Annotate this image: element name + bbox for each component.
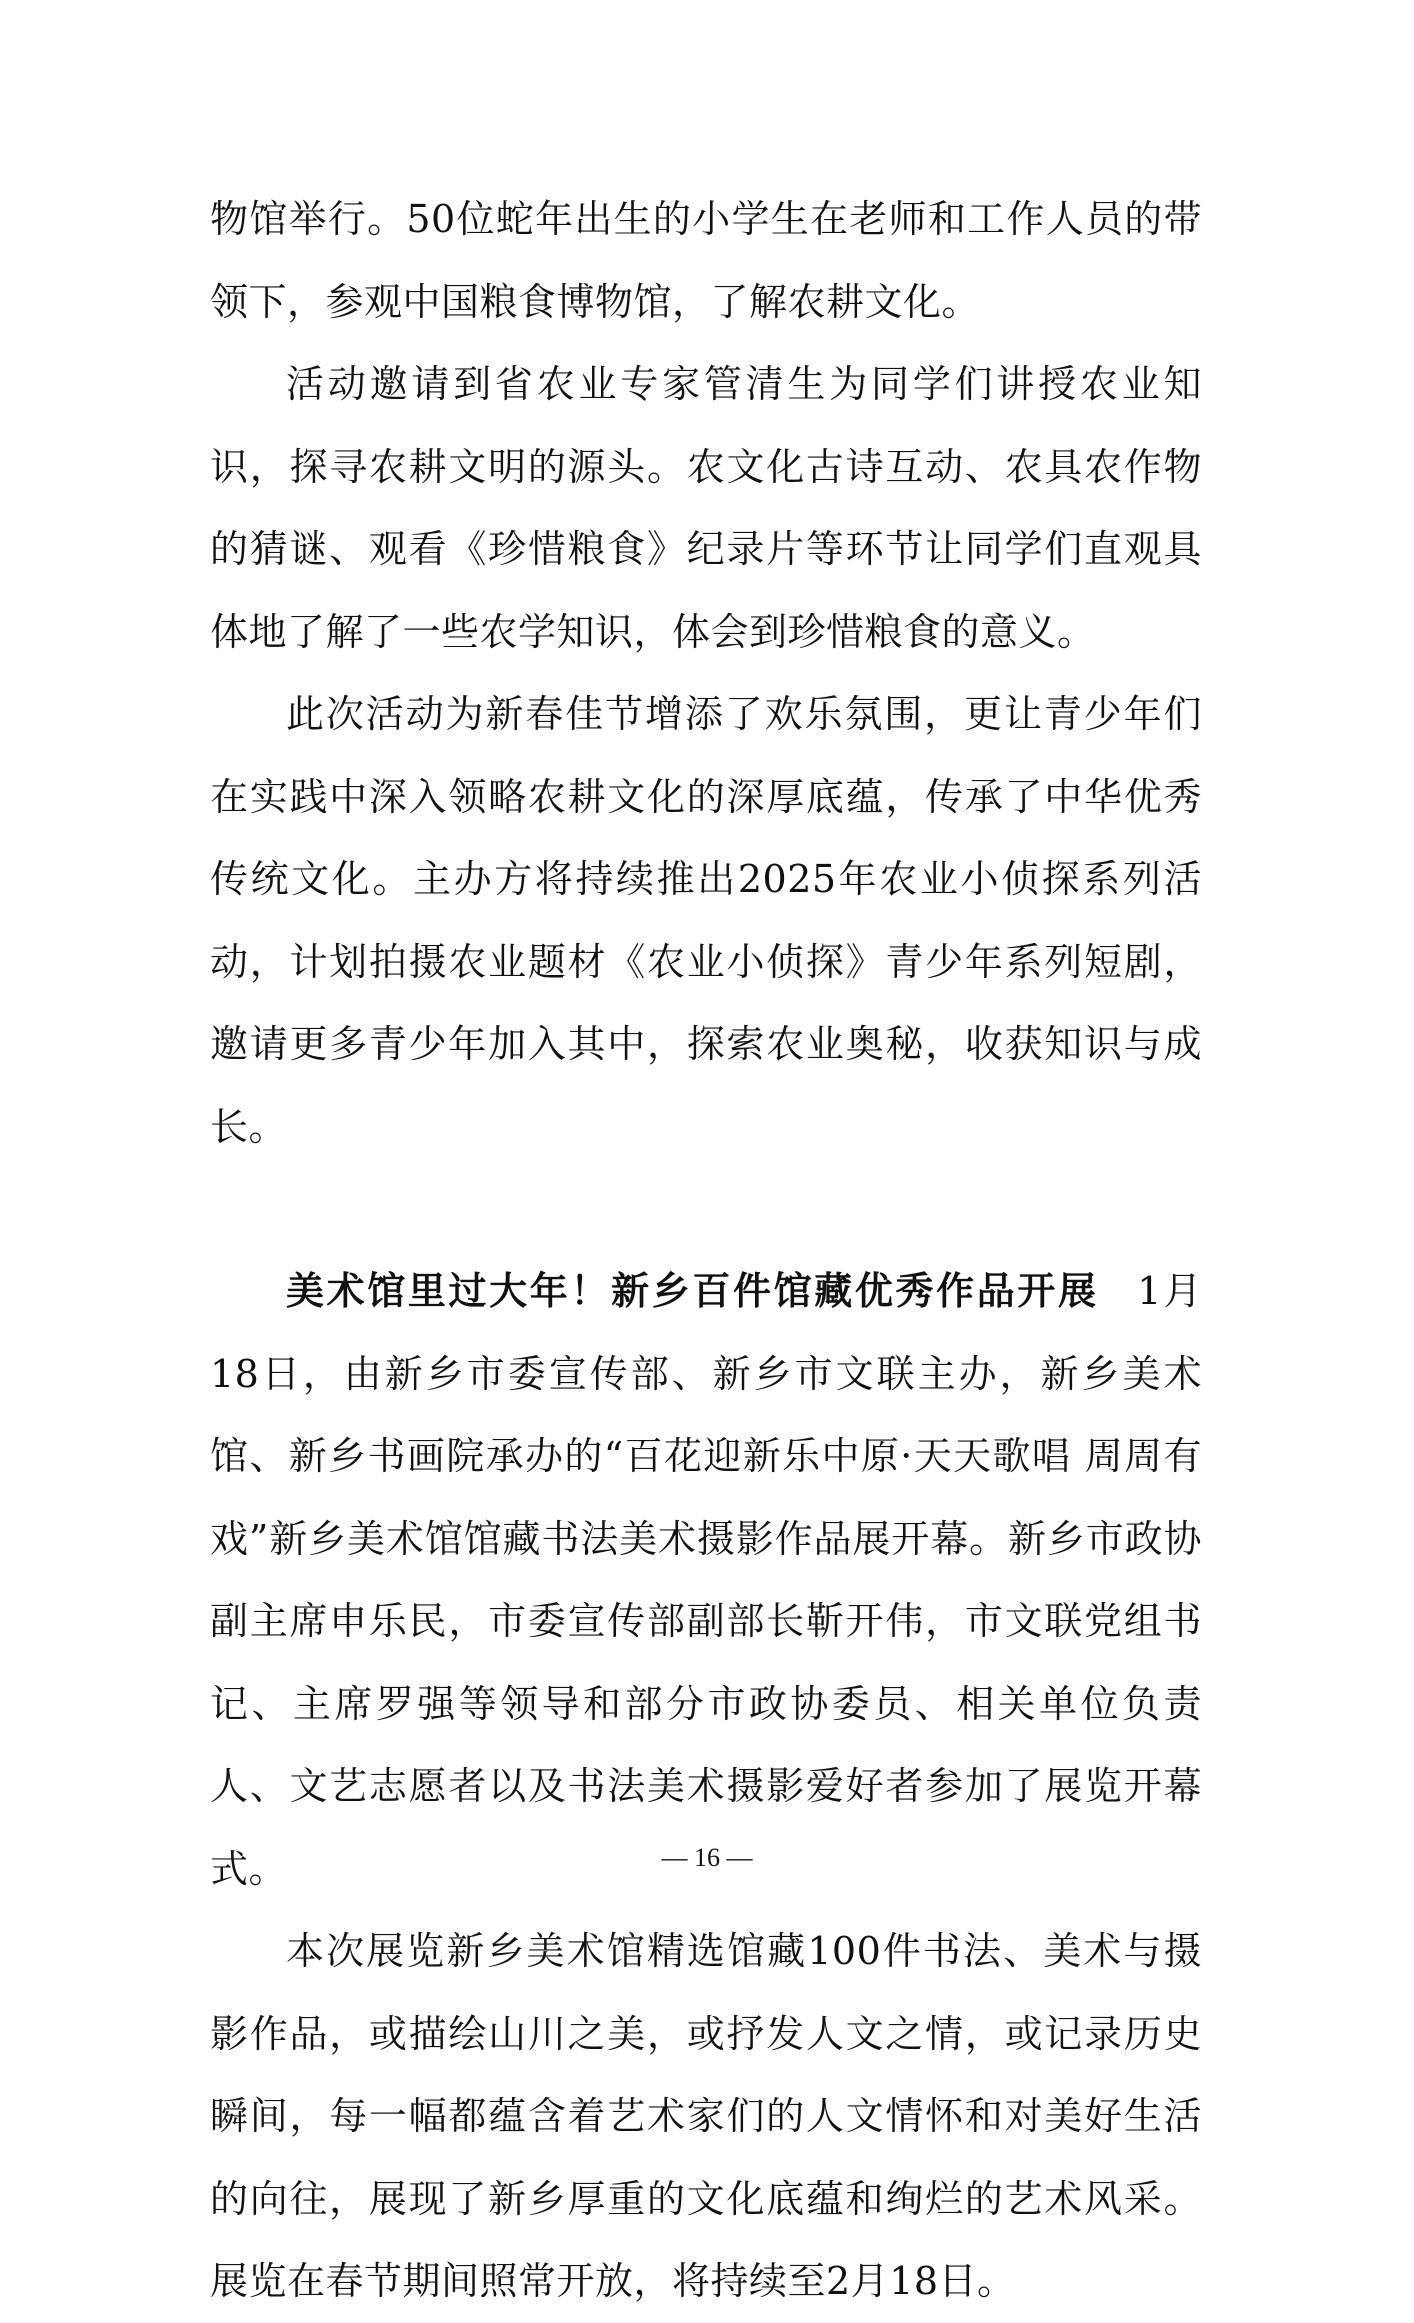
page-content: [210, 178, 1202, 2323]
article1-paragraph-2: 活动邀请到省农业专家管清生为同学们讲授农业知识，探寻农耕文明的源头。农文化古诗互动、农具农作物的猜谜、观看《珍惜粮食》纪录片等环节让同学们直观具体地了解了一些农学知识，体会到珍惜粮食的意义。: [210, 362, 1202, 654]
article2-headline: 美术馆里过大年！新乡百件馆藏优秀作品开展: [286, 1269, 1099, 1313]
article1-paragraph-3: 此次活动为新春佳节增添了欢乐氛围，更让青少年们在实践中深入领略农耕文化的深厚底蕴，传承了中华优秀传统文化。主办方将持续推出2025年农业小侦探系列活动，计划拍摄农业题材《农业小侦探》青少年系列短剧，邀请更多青少年加入其中，探索农业奥秘，收获知识与成长。: [210, 692, 1202, 1149]
section-gap: [210, 1168, 1202, 1250]
article2-lead-text: 1月18日，由新乡市委宣传部、新乡市文联主办，新乡美术馆、新乡书画院承办的“百花迎新乐中原·天天歌唱 周周有戏”新乡美术馆馆藏书法美术摄影作品展开幕。新乡市政协副主席申乐民，市委宣传部副部长靳开伟，市文联党组书记、主席罗强等领导和部分市政协委员、相关单位负责人、文艺志愿者以及书法美术摄影爱好者参加了展览开幕式。: [210, 1269, 1202, 1891]
article2-lead-paragraph: [210, 1250, 1202, 1910]
article1-paragraph-1: 物馆举行。50位蛇年出生的小学生在老师和工作人员的带领下，参观中国粮食博物馆，了解农耕文化。: [210, 197, 1202, 324]
page-number: — 16 —: [661, 1843, 753, 1872]
article2-paragraph-2: 本次展览新乡美术馆精选馆藏100件书法、美术与摄影作品，或描绘山川之美，或抒发人文之情，或记录历史瞬间，每一幅都蕴含着艺术家们的人文情怀和对美好生活的向往，展现了新乡厚重的文化底蕴和绚烂的艺术风采。展览在春节期间照常开放，将持续至2月18日。: [210, 1929, 1202, 2303]
